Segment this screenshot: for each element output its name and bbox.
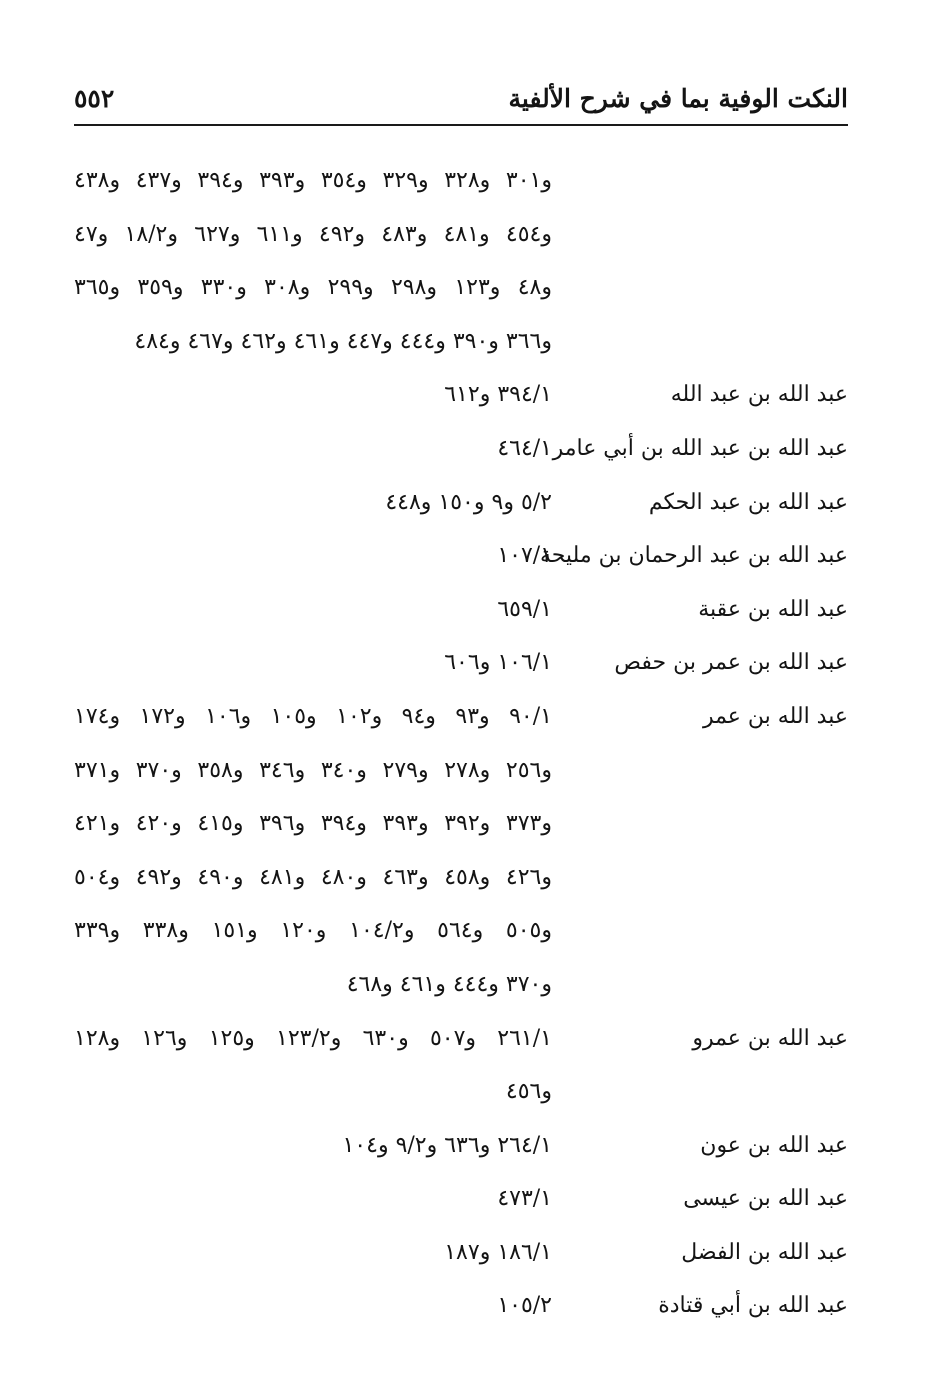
- entry-references: [74, 422, 552, 476]
- index-entry: [74, 1119, 848, 1173]
- reference-line: و٤٢٦ و٤٥٨ و٤٦٣ و٤٨٠ و٤٨١ و٤٩٠ و٤٩٢ و٥٠٤: [74, 864, 552, 890]
- entry-references: [74, 1119, 552, 1173]
- reference-line: ١٠٧/١: [497, 543, 552, 569]
- index-entry: [74, 154, 848, 368]
- entry-references: [74, 1226, 552, 1280]
- index-entry: [74, 690, 848, 1012]
- entry-references: [74, 1172, 552, 1226]
- index-entry: [74, 476, 848, 530]
- running-head: [74, 78, 848, 118]
- reference-line: و٣٧٣ و٣٩٢ و٣٩٣ و٣٩٤ و٣٩٦ و٤١٥ و٤٢٠ و٤٢١: [74, 811, 552, 837]
- index-entry: [74, 422, 848, 476]
- name-index-list: [74, 154, 848, 1333]
- index-entry: [74, 1172, 848, 1226]
- entry-name: عبد الله بن عبد الرحمان بن مليحة: [539, 543, 848, 569]
- entry-references: [74, 476, 552, 530]
- entry-name: عبد الله بن عمر: [702, 703, 848, 729]
- reference-line: و٢٥٦ و٢٧٨ و٢٧٩ و٣٤٠ و٣٤٦ و٣٥٨ و٣٧٠ و٣٧١: [74, 757, 552, 783]
- reference-line: ٤٧٣/١: [497, 1186, 552, 1212]
- entry-references: [74, 529, 552, 583]
- entry-name: عبد الله بن عبد الحكم: [648, 489, 848, 515]
- page-number: ٥٥٢: [74, 83, 115, 113]
- reference-line: ٣٩٤/١ و٦١٢: [444, 382, 552, 408]
- reference-line: ١٠٦/١ و٦٠٦: [444, 650, 552, 676]
- entry-name: عبد الله بن عبد الله: [670, 382, 848, 408]
- reference-line: و٥٠٥ و٥٦٤ و١٠٤/٢ و١٢٠ و١٥١ و٣٣٨ و٣٣٩: [74, 918, 552, 944]
- reference-line: ١٨٦/١ و١٨٧: [444, 1239, 552, 1265]
- reference-line: ١٠٥/٢: [497, 1293, 552, 1319]
- reference-line: و٣٠١ و٣٢٨ و٣٢٩ و٣٥٤ و٣٩٣ و٣٩٤ و٤٣٧ و٤٣٨: [74, 168, 552, 193]
- reference-line: و٣٧٠ و٤٤٤ و٤٦١ و٤٦٨: [346, 971, 552, 997]
- entry-references: [74, 1012, 552, 1119]
- entry-name: عبد الله بن عون: [700, 1132, 848, 1158]
- reference-line: ٩٠/١ و٩٣ و٩٤ و١٠٢ و١٠٥ و١٠٦ و١٧٢ و١٧٤: [74, 703, 552, 729]
- reference-line: و٣٦٦ و٣٩٠ و٤٤٤ و٤٤٧ و٤٦١ و٤٦٢ و٤٦٧ و٤٨٤: [134, 328, 552, 354]
- entry-name: عبد الله بن عبد الله بن أبي عامر: [552, 435, 848, 461]
- reference-line: ٢٦٤/١ و٦٣٦ و٩/٢ و١٠٤: [342, 1132, 552, 1158]
- reference-line: و٤٥٤ و٤٨١ و٤٨٣ و٤٩٢ و٦١١ و٦٢٧ و١٨/٢ و٤٧: [74, 221, 552, 247]
- index-entry: [74, 1012, 848, 1119]
- entry-references: [74, 636, 552, 690]
- reference-line: ٤٦٤/١: [497, 435, 552, 461]
- index-entry: [74, 636, 848, 690]
- index-entry: [74, 368, 848, 422]
- entry-name: عبد الله بن أبي قتادة: [658, 1293, 848, 1319]
- index-entry: [74, 1279, 848, 1333]
- header-rule: [74, 124, 848, 126]
- entry-references: [74, 154, 552, 368]
- entry-name: عبد الله بن عمرو: [692, 1025, 848, 1051]
- reference-line: و٤٥٦: [505, 1079, 552, 1105]
- reference-line: و٤٨ و١٢٣ و٢٩٨ و٢٩٩ و٣٠٨ و٣٣٠ و٣٥٩ و٣٦٥: [74, 275, 552, 301]
- index-entry: [74, 583, 848, 637]
- reference-line: ٦٥٩/١: [497, 596, 552, 622]
- entry-references: [74, 583, 552, 637]
- entry-references: [74, 368, 552, 422]
- reference-line: ٥/٢ و٩ و١٥٠ و٤٤٨: [385, 489, 552, 515]
- entry-name: عبد الله بن عقبة: [698, 596, 848, 622]
- entry-references: [74, 1279, 552, 1333]
- reference-line: ٢٦١/١ و٥٠٧ و٦٣٠ و١٢٣/٢ و١٢٥ و١٢٦ و١٢٨: [74, 1025, 552, 1051]
- index-entry: [74, 529, 848, 583]
- entry-references: [74, 690, 552, 1012]
- entry-name: عبد الله بن الفضل: [681, 1239, 848, 1265]
- running-title: النكت الوفية بما في شرح الألفية: [508, 83, 848, 113]
- entry-name: عبد الله بن عمر بن حفص: [614, 650, 848, 676]
- index-entry: [74, 1226, 848, 1280]
- entry-name: عبد الله بن عيسى: [683, 1186, 848, 1212]
